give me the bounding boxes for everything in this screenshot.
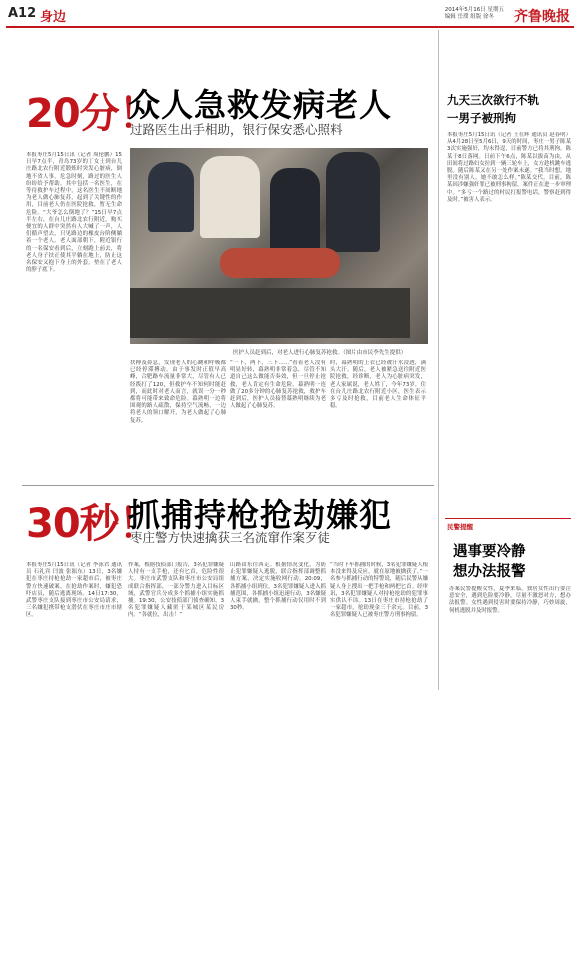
article2-subhead: 枣庄警方快速擒获三名流窜作案歹徒: [130, 530, 331, 545]
sidebar-body: 本报枣庄5月15日讯（记者 王在辉 通讯员 赵春明）从4月28日至5月6日，9天的时间，枣庄一男子陈某3次实施强奸，均未得逞，日前警方已将其刑拘。陈某于8日落网。日前下午6点，陈某以拔苗为由，从田间将过路妇女拉到一辆三轮车上，女方趁机跳车逃脱。随后陈某又在另一处作案未遂。“我当时想，地里没有别人，她不敢怎么样。”陈某交代。目前，陈某因涉嫌强奸罪已被刑事拘留，案件正在进一步审理中。“多亏一个路过的村民打报警电话，警察赶到得及时。”被害人表示。: [447, 132, 571, 203]
article2-col4: “当时下车抓捕的时候，3名犯罪嫌疑人根本没来得及反应，就在原地被擒获了。”一名参与抓捕行动的特警说，随后民警从嫌疑人身上搜出一把手枪和两把匕首。经审讯，3名犯罪嫌疑人对持枪抢劫的犯罪事实供认不讳。13日在枣庄市持枪抢劫了一家超市，抢劫现金三千余元。目前，3名犯罪嫌疑人已被枣庄警方刑事拘留。: [330, 562, 428, 619]
sidebar-box-label: 民警提醒: [447, 523, 473, 531]
editor-credits: 编辑 岳璞 组版 徐冬: [444, 14, 494, 20]
sidebar-box-title-1: 遇事要冷静: [453, 544, 526, 560]
newspaper-logo: 齐鲁晚报: [514, 9, 570, 25]
sidebar-title-2: 一男子被刑拘: [447, 111, 516, 125]
article2-headline: 抓捕持枪抢劫嫌犯: [128, 496, 393, 534]
sidebar-title-1: 九天三次欲行不轨: [447, 93, 539, 107]
issue-meta: [445, 7, 504, 21]
sidebar-box-body: 办案民警提醒女性，夏季来临，独居女性出行要注意安全，遇到危险要冷静，尽量不激怒对方，想办法报警。女性遇到侵害时要保持冷静，巧妙周旋，伺机逃脱并及时报警。: [449, 586, 571, 614]
photo-caption: 医护人员赶到后，对老人进行心肺复苏抢救。（图片由市民李先生提供）: [233, 350, 407, 356]
article1-score: 20分！: [26, 91, 158, 137]
article2-score: 30秒！: [26, 501, 158, 547]
article2-col3: 山路由东往西走。根据情况变化，为防止犯罪嫌疑人逃脱，联合指挥部调整抓捕方案，决定实施收网行动。20:09，各抓捕小组到位，3名犯罪嫌疑人进入抓捕范围，各抓捕小组迅速行动，3名嫌疑人束手就擒，整个抓捕行动仅用时不到30秒。: [230, 562, 326, 612]
page-blank-area: [0, 690, 580, 980]
article2-col2: 作案，根据技侦部门报告，3名犯罪嫌疑人持有一支手枪，还有匕首，危险性很大。枣庄市武警支队和枣庄市公安局组成联合指挥部，一部分警力进入目标区域，武警官兵分成多个抓捕小组实施抓捕。19:30，公安技侦部门侦查确知，3名犯罪嫌疑人藏匿于某城区某民房内。“各就位，出击！”: [128, 562, 224, 619]
article1-subhead: 过路医生出手相助，银行保安悉心照料: [130, 122, 343, 137]
section-title: 身边: [40, 10, 67, 25]
sidebar-box-title-2: 想办法报警: [453, 564, 526, 580]
article1-col2: 扶搏及鼻息，发现老人的心跳和呼吸都已经停滞搏动。由于事发时正值早高峰，合肥路车流量非常大，尽管有人已经拨打了120，但救护车不知何时能赶到，而此时对老人而言，就误一分一秒都将可能带来致命危险。幕熟明一边将围观的路人疏散，保持空气流畅，一边将老人的领口解开，为老人做起了心肺复苏。: [130, 360, 226, 424]
article1-photo: [130, 148, 428, 344]
issue-date: 2014年5月16日 星期五: [444, 7, 504, 13]
sidebar-box-rule: [445, 518, 571, 519]
page-number: A12: [8, 6, 37, 21]
article1-col4: 时，幕熟明的上衣已经被汗水浸透，满头大汗。随后，老人被紧急送往附近医院抢救，经诊断，老人为心脏病突发，老人家属说，老人姓丁，今年73岁，住在台儿庄路北农行附近小区，医生表示多亏及时抢救，目前老人生命体征平稳。: [330, 360, 426, 410]
page-header: [8, 6, 574, 26]
article1-col1: 本报枣庄5月15日讯（记者 周伦鹏）15日早7点半，青岛73岁的丁女士到台儿庄路北农行附近锻炼时突发心脏病，倒地不省人事。危急时刻，路过的医生人纷纷给予帮助。其中包括一名医生，在等待救护车过程中，这名医生不间断地为老人做心肺复苏，起到了关键性的作用，目前老人仍在医院抢救，暂无生命危险。“大爷怎么倒地了？”15日早7点半左右，在台儿庄路北农行附近，购买便宜的人群中突然有人大喊了一声，人们循声望去，只见路边的橡皮台阶侧躺着一个老人。老人面部朝下，附近银行的一名保安看到后，立刻跑上前去，将老人身子扶正使其平躺在地上，防止这名保安又抱下身上的外套，垫在了老人的脖子底下。: [26, 152, 122, 274]
article2-col1: 本报枣庄5月15日讯（记者 李泳君 通讯员 石礼宾 闫波 张振东）13日，3名嫌犯在枣庄持枪抢劫一家超市后，被枣庄警方快速破案。在抢劫作案时，嫌犯恐吓店员，随后逃离现场。14日17:30，武警枣庄支队接到枣庄市公安局请求，三名嫌犯携带枪支潜伏在枣庄市庄市辖区。: [26, 562, 122, 619]
article-separator: [22, 485, 434, 486]
article1-col3: “一下，两下，三下……”看着老人没有明显好转，幕熟明非常着急，尽管不知道自己这么做能否奏效，但一旦停止抢救，老人肯定有生命危险。幕熟明一连做了20多分钟的心肺复苏抢救，救护车赶到后，医护人员接替幕熟明继续为老人做起了心肺复苏。: [230, 360, 326, 410]
header-rule: [6, 26, 574, 28]
article1-headline: 众人急救发病老人: [128, 86, 393, 124]
column-divider: [438, 30, 439, 690]
